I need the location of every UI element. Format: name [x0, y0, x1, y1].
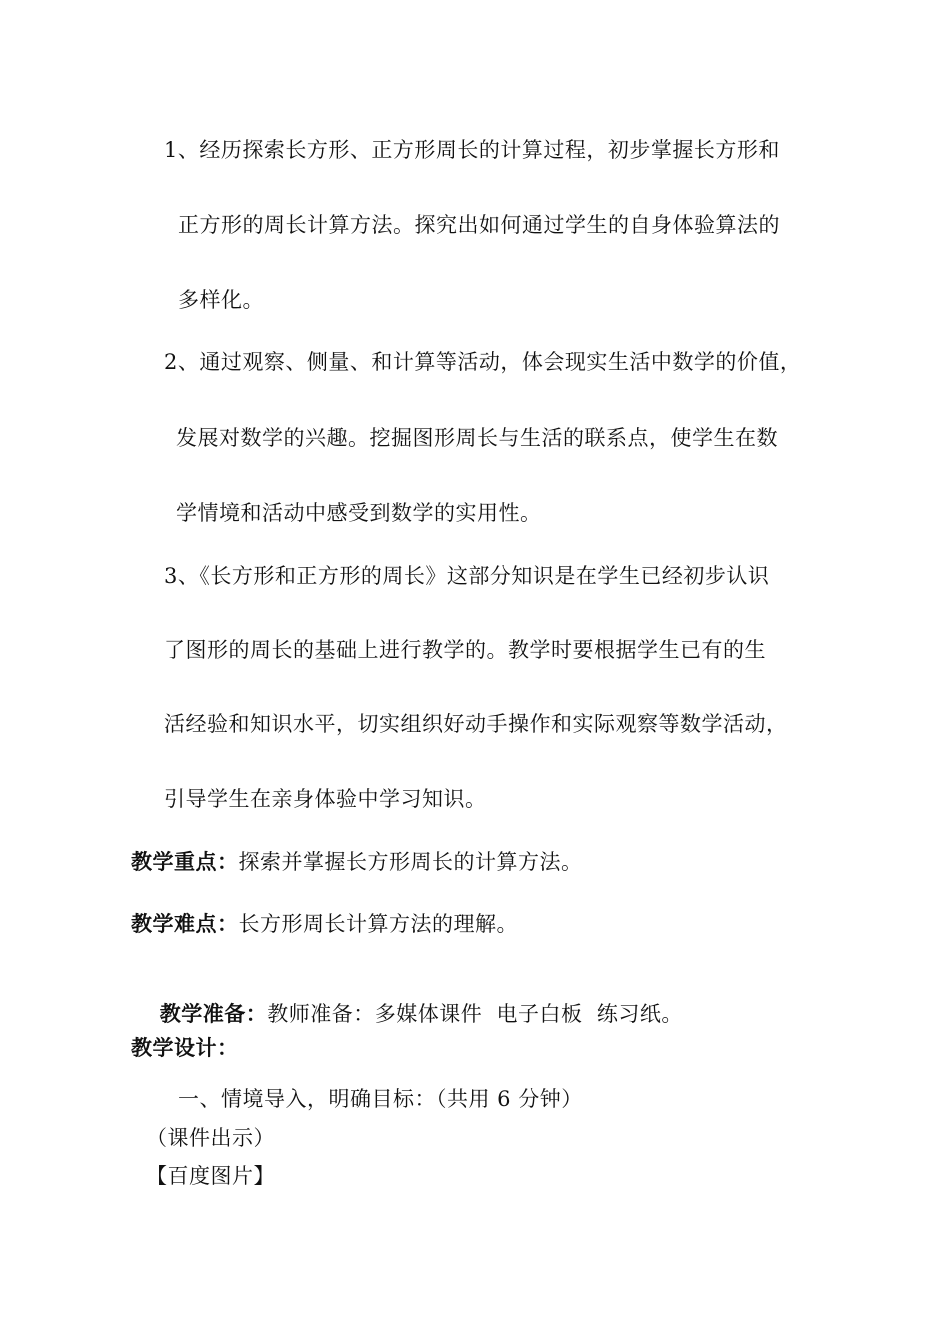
design-note-courseware: （课件出示）	[146, 1126, 275, 1150]
key-point-label: 教学重点：	[131, 849, 239, 874]
design-note-image-source: 【百度图片】	[146, 1164, 275, 1188]
key-point-row	[131, 848, 583, 876]
design-step-1: 一、情境导入，明确目标：（共用 6 分钟）	[178, 1087, 583, 1111]
objective-2-line-1: 2、通过观察、侧量、和计算等活动，体会现实生活中数学的价值，	[164, 350, 802, 374]
objective-1-line-2: 正方形的周长计算方法。探究出如何通过学生的自身体验算法的	[178, 213, 780, 237]
design-heading: 教学设计：	[131, 1035, 239, 1060]
key-point-text: 探索并掌握长方形周长的计算方法。	[238, 850, 583, 874]
objective-3-line-1: 3、《长方形和正方形的周长》这部分知识是在学生已经初步认识	[164, 564, 770, 588]
objective-3-line-4: 引导学生在亲身体验中学习知识。	[164, 787, 487, 811]
objective-2-line-2: 发展对数学的兴趣。挖掘图形周长与生活的联系点，使学生在数	[176, 426, 778, 450]
objective-3-line-2: 了图形的周长的基础上进行教学的。教学时要根据学生已有的生	[164, 638, 766, 662]
difficulty-label: 教学难点：	[131, 911, 239, 936]
difficulty-row	[131, 910, 518, 938]
preparation-label: 教学准备：	[159, 1001, 268, 1026]
objective-2-line-3: 学情境和活动中感受到数学的实用性。	[176, 501, 542, 525]
objective-1-line-1: 1、经历探索长方形、正方形周长的计算过程，初步掌握长方形和	[164, 138, 780, 162]
preparation-text: 教师准备：多媒体课件 电子白板 练习纸。	[267, 1002, 683, 1026]
objective-1-line-3: 多样化。	[178, 288, 264, 312]
difficulty-text: 长方形周长计算方法的理解。	[238, 912, 518, 936]
objective-3-line-3: 活经验和知识水平，切实组织好动手操作和实际观察等数学活动，	[164, 712, 788, 736]
